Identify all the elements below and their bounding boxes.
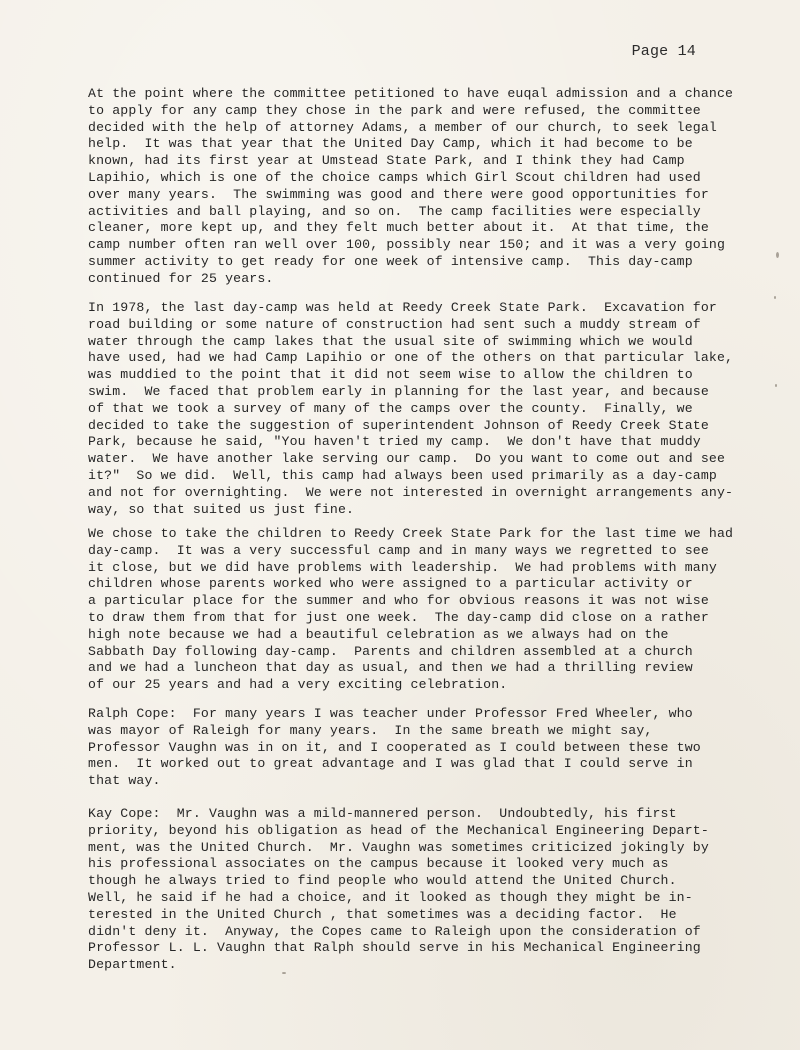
- text-line: activities and ball playing, and so on. The camp facilities were especially: [88, 203, 701, 219]
- text-line: though he always tried to find people who would attend the United Church.: [88, 873, 677, 889]
- text-line: to apply for any camp they chose in the park and were refused, the committee: [88, 102, 701, 118]
- text-line: was mayor of Raleigh for many years. In the same breath we might say,: [88, 722, 653, 738]
- text-line: known, had its first year at Umstead State Park, and I think they had Camp: [88, 153, 685, 169]
- text-line: Park, because he said, "You haven't tried my camp. We don't have that muddy: [88, 434, 701, 450]
- text-line: day-camp. It was a very successful camp and in many ways we regretted to see: [88, 542, 709, 558]
- text-line: Department.: [88, 957, 177, 973]
- text-line: a particular place for the summer and who for obvious reasons it was not wise: [88, 593, 709, 609]
- text-line: that way.: [88, 773, 161, 789]
- text-line: Lapihio, which is one of the choice camps which Girl Scout children had used: [88, 169, 701, 185]
- text-line: At the point where the committee petitioned to have euqal admission and a chance: [88, 86, 734, 101]
- text-line: decided with the help of attorney Adams, a member of our church, to seek legal: [88, 119, 717, 135]
- text-line: didn't deny it. Anyway, the Copes came to Raleigh upon the consideration of: [88, 923, 701, 939]
- text-line: Well, he said if he had a choice, and it looked as though they might be in-: [88, 889, 693, 905]
- paragraph-umstead-camp: [88, 86, 733, 288]
- text-line: to draw them from that for just one week. The day-camp did close on a rather: [88, 609, 709, 625]
- paper-speck: [774, 296, 776, 299]
- text-line: water through the camp lakes that the usual site of swimming which we would: [88, 333, 693, 349]
- text-line: over many years. The swimming was good and there were good opportunities for: [88, 186, 709, 202]
- text-line: of that we took a survey of many of the camps over the county. Finally, we: [88, 400, 693, 416]
- text-line: it close, but we did have problems with leadership. We had problems with many: [88, 559, 717, 575]
- text-line: water. We have another lake serving our camp. Do you want to come out and see: [88, 451, 726, 467]
- text-line: Ralph Cope: For many years I was teacher under Professor Fred Wheeler, who: [88, 706, 693, 721]
- text-line: Professor L. L. Vaughn that Ralph should serve in his Mechanical Engineering: [88, 940, 701, 956]
- paragraph-kay-cope: [88, 806, 709, 974]
- text-line: way, so that suited us just fine.: [88, 501, 355, 517]
- paragraph-reedy-creek-1978: [88, 300, 733, 518]
- text-line: high note because we had a beautiful celebration as we always had on the: [88, 626, 669, 642]
- text-line: Sabbath Day following day-camp. Parents and children assembled at a church: [88, 643, 693, 659]
- text-line: and we had a luncheon that day as usual, and then we had a thrilling review: [88, 660, 693, 676]
- text-line: and not for overnighting. We were not interested in overnight arrangements any-: [88, 484, 734, 500]
- paragraph-ralph-cope: [88, 706, 701, 790]
- text-line: Professor Vaughn was in on it, and I cooperated as I could between these two: [88, 739, 701, 755]
- text-line: ment, was the United Church. Mr. Vaughn was sometimes criticized jokingly by: [88, 839, 709, 855]
- text-line: Kay Cope: Mr. Vaughn was a mild-mannered person. Undoubtedly, his first: [88, 806, 677, 821]
- text-line: was muddied to the point that it did not seem wise to allow the children to: [88, 367, 693, 383]
- text-line: swim. We faced that problem early in planning for the last year, and because: [88, 383, 709, 399]
- text-line: children whose parents worked who were assigned to a particular activity or: [88, 576, 693, 592]
- text-line: road building or some nature of construction had sent such a muddy stream of: [88, 316, 701, 332]
- page-number: Page 14: [631, 43, 696, 60]
- paper-speck: [282, 972, 286, 974]
- text-line: of our 25 years and had a very exciting celebration.: [88, 677, 508, 693]
- text-line: cleaner, more kept up, and they felt much better about it. At that time, the: [88, 220, 709, 236]
- text-line: We chose to take the children to Reedy Creek State Park for the last time we had: [88, 526, 734, 541]
- text-line: men. It worked out to great advantage and I was glad that I could serve in: [88, 756, 693, 772]
- text-line: his professional associates on the campus because it looked very much as: [88, 856, 669, 872]
- text-line: have used, had we had Camp Lapihio or one of the others on that particular lake,: [88, 350, 734, 366]
- paper-speck: [776, 252, 779, 258]
- paragraph-last-day-camp: [88, 526, 733, 694]
- text-line: help. It was that year that the United Day Camp, which it had become to be: [88, 136, 693, 152]
- text-line: continued for 25 years.: [88, 270, 274, 286]
- text-line: terested in the United Church , that sometimes was a deciding factor. He: [88, 906, 677, 922]
- text-line: priority, beyond his obligation as head of the Mechanical Engineering Depart-: [88, 822, 709, 838]
- text-line: In 1978, the last day-camp was held at Reedy Creek State Park. Excavation for: [88, 300, 717, 315]
- paper-speck: [775, 384, 777, 387]
- text-line: decided to take the suggestion of superintendent Johnson of Reedy Creek State: [88, 417, 709, 433]
- text-line: it?" So we did. Well, this camp had always been used primarily as a day-camp: [88, 467, 717, 483]
- text-line: camp number often ran well over 100, possibly near 150; and it was a very going: [88, 237, 726, 253]
- text-line: summer activity to get ready for one week of intensive camp. This day-camp: [88, 253, 693, 269]
